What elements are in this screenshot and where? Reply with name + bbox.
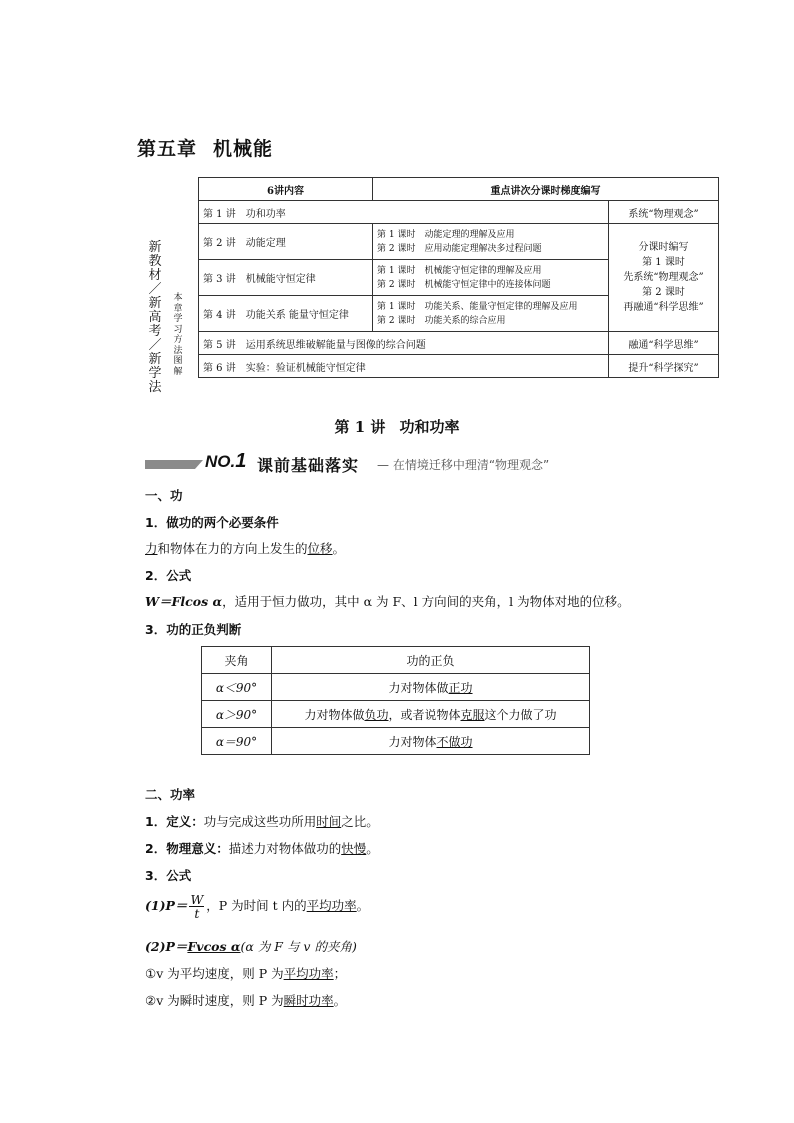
lesson-cell: 第 2 讲 动能定理 [199, 224, 373, 260]
note-cell: 融通“科学思维” [609, 332, 719, 355]
table-row [202, 728, 590, 755]
angle-cell: α＝90° [202, 728, 272, 755]
banner-subtitle: — 在情境迁移中理清“物理观念” [377, 458, 550, 472]
table-header-row [199, 178, 719, 201]
item-heading: 2．公式 [145, 568, 192, 583]
table-row [202, 701, 590, 728]
sub-lesson-cell: 第 1 课时 动能定理的理解及应用 第 2 课时 应用动能定理解决多过程问题 [373, 224, 609, 260]
side-label: 新 教 材 ／ 新 高 考 ／ 新 学 法 [148, 240, 162, 395]
lesson-cell: 第 3 讲 机械能守恒定律 [199, 260, 373, 296]
chapter-title: 第五章 机械能 [137, 138, 274, 160]
formula-1: (1)P＝ $\frac{W}{t}$ ，P 为时间 t 内的平均功率。 [145, 892, 370, 921]
sign-cell: 力对物体做正功 [272, 674, 590, 701]
paragraph: 力和物体在力的方向上发生的位移。 [145, 541, 346, 556]
formula-paragraph: W＝Flcos α，适用于恒力做功，其中 α 为 F、l 方向间的夹角，l 为物体对地的位移。 [145, 594, 630, 609]
meaning-paragraph: 2．物理意义：描述力对物体做功的快慢。 [145, 841, 379, 856]
lesson-cell: 第 6 讲 实验：验证机械能守恒定律 [199, 355, 609, 378]
formula-2: (2)P＝Fvcos α(α 为 F 与 v 的夹角) [145, 939, 357, 954]
table-header-cell: 6讲内容 [199, 178, 373, 201]
section-banner [145, 452, 705, 476]
merged-note-cell: 分课时编写 第 1 课时 先系统“物理观念” 第 2 课时 再融通“科学思维” [609, 224, 719, 332]
fraction: $\frac{W}{t}$ [190, 892, 204, 921]
table-header-cell: 重点讲次分课时梯度编写 [373, 178, 719, 201]
table-header-cell: 功的正负 [272, 647, 590, 674]
lecture-title: 第 1 讲 功和功率 [334, 418, 460, 436]
work-sign-table [201, 646, 590, 755]
chapter-plan-table [198, 177, 719, 378]
table-header-row [202, 647, 590, 674]
table-row [199, 224, 719, 260]
lesson-cell: 第 1 讲 功和功率 [199, 201, 609, 224]
sub-lesson-cell: 第 1 课时 机械能守恒定律的理解及应用 第 2 课时 机械能守恒定律中的连接体问题 [373, 260, 609, 296]
note-2: ②v 为瞬时速度，则 P 为瞬时功率。 [145, 993, 347, 1008]
section-heading: 一、功 [145, 488, 183, 503]
banner-bar-tip [195, 460, 203, 469]
table-row [199, 332, 719, 355]
note-1: ①v 为平均速度，则 P 为平均功率； [145, 966, 347, 981]
item-heading: 3．公式 [145, 868, 192, 883]
table-header-cell: 夹角 [202, 647, 272, 674]
sign-cell: 力对物体不做功 [272, 728, 590, 755]
angle-cell: α＞90° [202, 701, 272, 728]
table-row [199, 355, 719, 378]
item-heading: 3．功的正负判断 [145, 622, 242, 637]
angle-cell: α＜90° [202, 674, 272, 701]
lesson-cell: 第 5 讲 运用系统思维破解能量与图像的综合问题 [199, 332, 609, 355]
lesson-cell: 第 4 讲 功能关系 能量守恒定律 [199, 296, 373, 332]
note-cell: 提升“科学探究” [609, 355, 719, 378]
definition-paragraph: 1．定义：功与完成这些功所用时间之比。 [145, 814, 379, 829]
side-sublabel: 本 章 学 习 方 法 图 解 [173, 293, 183, 377]
sign-cell: 力对物体做负功，或者说物体克服这个力做了功 [272, 701, 590, 728]
note-cell: 系统“物理观念” [609, 201, 719, 224]
table-row [202, 674, 590, 701]
banner-number: NO.1 [205, 450, 247, 472]
item-heading: 1．做功的两个必要条件 [145, 515, 279, 530]
banner-title: 课前基础落实 [257, 456, 360, 475]
sub-lesson-cell: 第 1 课时 功能关系、能量守恒定律的理解及应用 第 2 课时 功能关系的综合应用 [373, 296, 609, 332]
section-heading: 二、功率 [145, 787, 196, 802]
banner-bar [145, 460, 195, 469]
table-row [199, 201, 719, 224]
